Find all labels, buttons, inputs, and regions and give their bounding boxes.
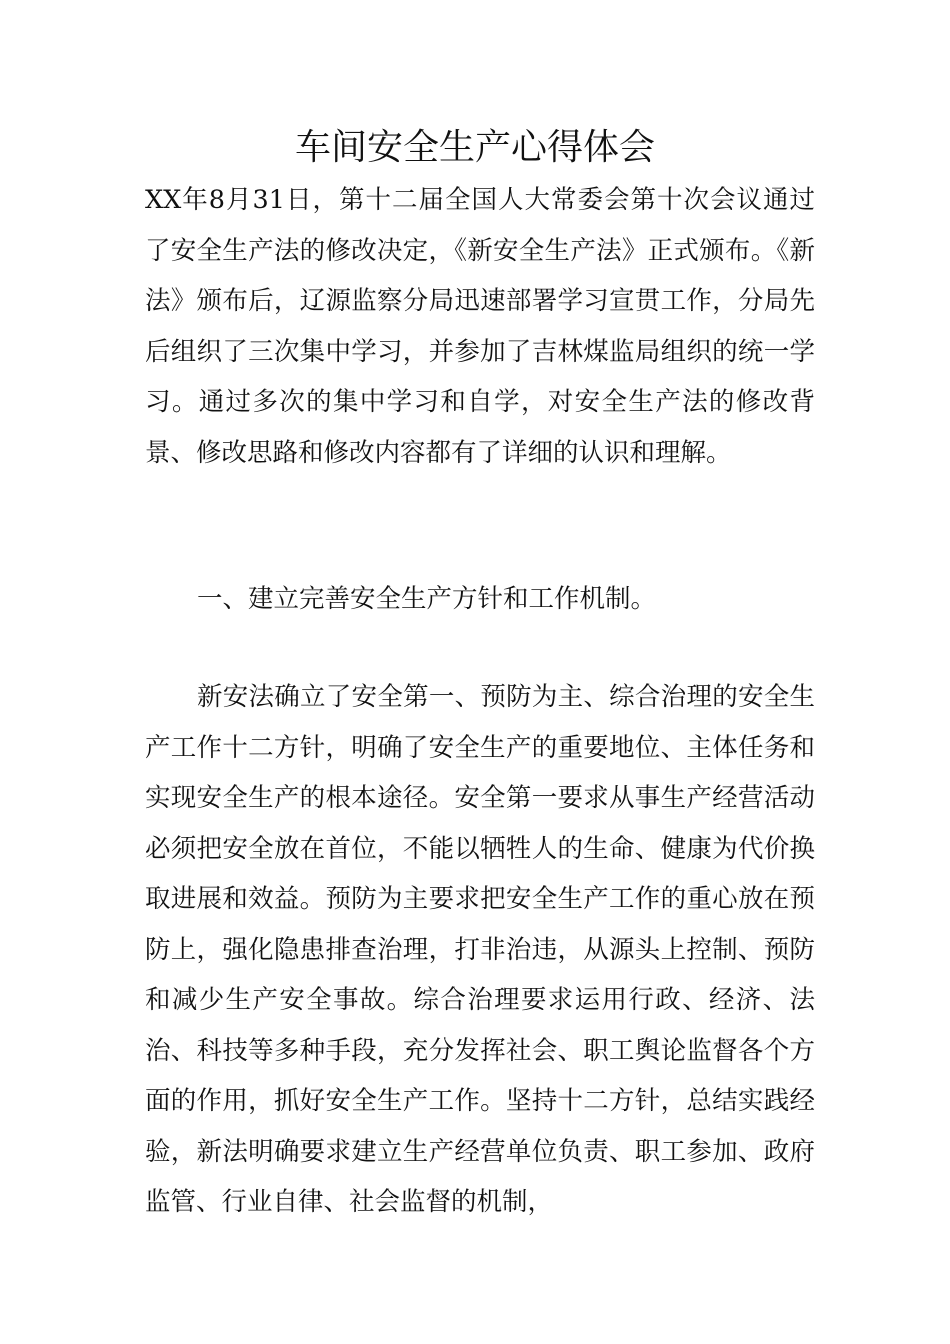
document-title: 车间安全生产心得体会 xyxy=(294,127,655,168)
body-paragraph: 新安法确立了安全第一、预防为主、综合治理的安全生产工作十二方针，明确了安全生产的重要地位、主体任务和实现安全生产的根本途径。安全第一要求从事生产经营活动必须把安全放在首位，不能以牺牲人的生命、健康为代价换取进展和效益。预防为主要求把安全生产工作的重心放在预防上，强化隐患排查治理，打非治违，从源头上控制、预防和减少生产安全事故。综合治理要求运用行政、经济、法治、科技等多种手段，充分发挥社会、职工舆论监督各个方面的作用，抓好安全生产工作。坚持十二方针，总结实践经验，新法明确要求建立生产经营单位负责、职工参加、政府监管、行业自律、社会监督的机制， xyxy=(145,682,815,1217)
section-heading-1: 一、建立完善安全生产方针和工作机制。 xyxy=(197,584,657,614)
intro-paragraph: XX年8月31日，第十二届全国人大常委会第十次会议通过了安全生产法的修改决定，《新安全生产法》正式颁布。《新法》颁布后，辽源监察分局迅速部署学习宣贯工作，分局先后组织了三次集中学习，并参加了吉林煤监局组织的统一学习。通过多次的集中学习和自学，对安全生产法的修改背景、修改思路和修改内容都有了详细的认识和理解。 xyxy=(145,185,815,468)
